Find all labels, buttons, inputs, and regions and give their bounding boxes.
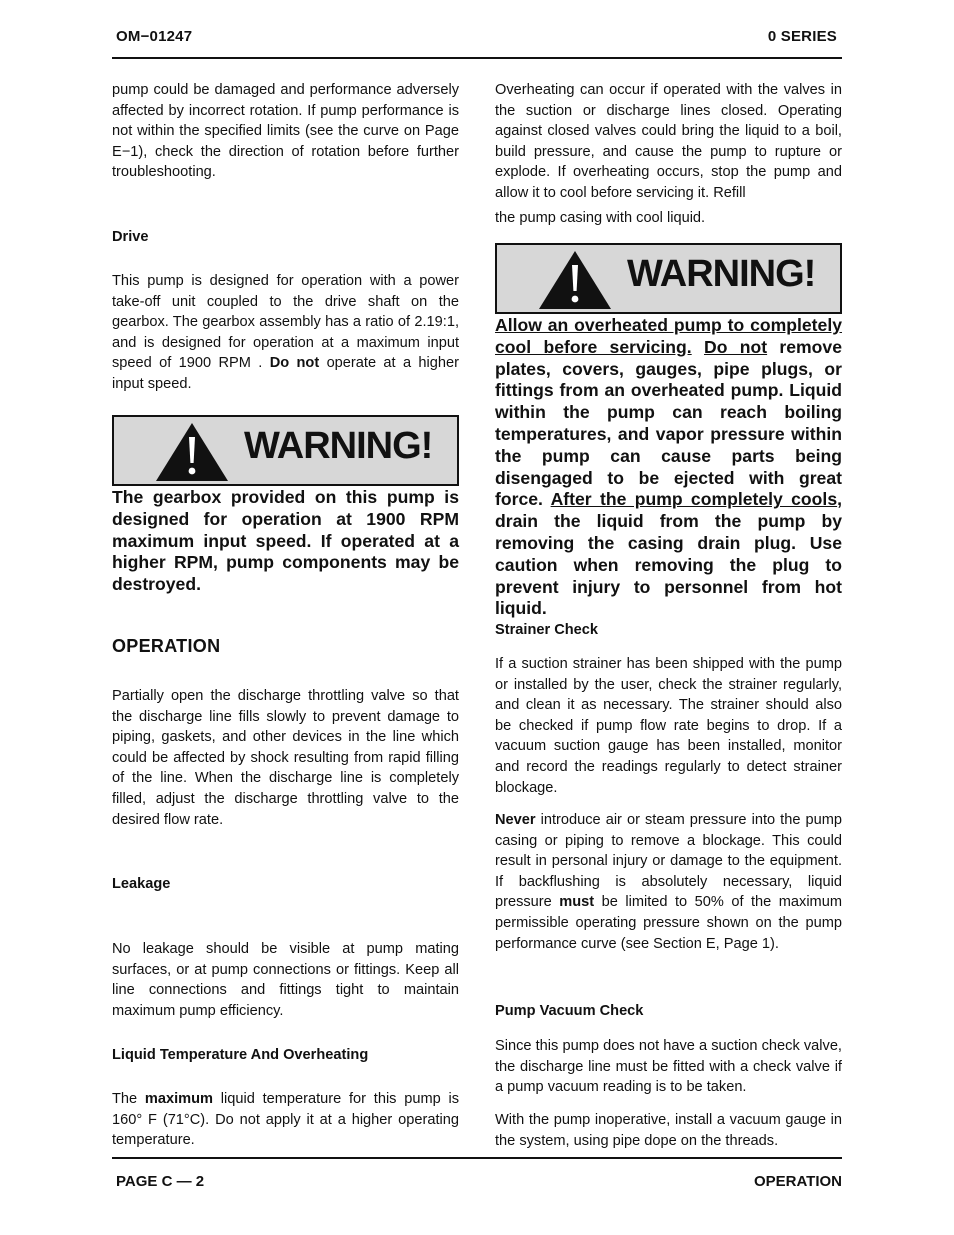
overheating-paragraph: Overheating can occur if operated with the valves in the suction or discharge lines closed. Operating against closed valves could bring the liquid to a boil, build pressure, and cause the pump to rupture or explode. If overheating occurs, stop the pump and allow it to cool before servicing it. Refill — [495, 82, 842, 201]
header-rule — [112, 57, 842, 59]
overheat-warning-text: Allow an overheated pump to completely cool before servicing. Do not remove plates, covers, gauges, pipe plugs, or fittings from an overheated pump. Liquid within the pump can reach boiling temperatures, and vapor pressure within the pump can cause parts being disengaged to be ejected with great force. After the pump completely cools, drain the liquid from the pump by removing the casing drain plug. Use caution when removing the plug to prevent injury to personnel from hot liquid. — [495, 315, 843, 619]
operation-paragraph: Partially open the discharge throttling valve so that the discharge line fills slowly to prevent damage to piping, gaskets, and other devices in the line which could be affected by shock resulting from rapid filling of the line. When the discharge line is completely filled, adjust the discharge throttling valve to the desired flow rate. — [112, 688, 459, 828]
drive-paragraph: This pump is designed for operation with a power take-off unit coupled to the drive shaft on the gearbox. The gearbox assembly has a ratio of 2.19:1, and is designed for operation at a maximum input speed of 1900 RPM . Do not operate at a higher input speed. — [112, 273, 459, 392]
strainer-paragraph: If a suction strainer has been shipped with the pump or installed by the user, check the strainer regularly, and clean it as necessary. The strainer should also be checked if pump flow rate begins to drop. If a vacuum suction gauge has been installed, monitor and record the readings regularly to detect strainer blockage. — [495, 656, 842, 796]
refill-paragraph: the pump casing with cool liquid. — [495, 210, 706, 226]
page-number: PAGE C — 2 — [116, 1173, 205, 1190]
gearbox-warning-banner — [112, 415, 459, 486]
overheat-warning-banner — [495, 243, 842, 314]
vacuum-heading: Pump Vacuum Check — [495, 1003, 644, 1019]
section-label: OPERATION — [753, 1173, 842, 1190]
drive-heading: Drive — [112, 229, 149, 245]
temperature-paragraph: The maximum liquid temperature for this pump is 160° F (71°C). Do not apply it at a higher operating temperature. — [112, 1091, 460, 1149]
warning-label: WARNING! — [627, 253, 816, 295]
series-label: 0 SERIES — [767, 28, 837, 45]
document-number: OM−01247 — [116, 28, 193, 45]
warning-triangle-icon — [154, 421, 230, 483]
gearbox-warning-text: The gearbox provided on this pump is designed for operation at 1900 RPM maximum input speed. If operated at a higher RPM, pump components may be destroyed. — [112, 487, 459, 595]
operation-heading: OPERATION — [112, 636, 221, 656]
vacuum-paragraph-2: With the pump inoperative, install a vacuum gauge in the system, using pipe dope on the threads. — [495, 1112, 842, 1149]
footer-rule — [112, 1157, 842, 1159]
leakage-heading: Leakage — [112, 876, 171, 892]
temperature-heading: Liquid Temperature And Overheating — [112, 1047, 369, 1063]
strainer-heading: Strainer Check — [495, 622, 599, 638]
warning-triangle-icon — [537, 249, 613, 311]
leakage-paragraph: No leakage should be visible at pump mating surfaces, or at pump connections or fittings. Keep all line connections and fittings tight to maintain maximum pump efficiency. — [112, 941, 459, 1019]
vacuum-paragraph-1: Since this pump does not have a suction check valve, the discharge line must be fitted with a check valve if a pump vacuum reading is to be taken. — [495, 1038, 842, 1096]
warning-label: WARNING! — [244, 425, 433, 467]
rotation-paragraph: pump could be damaged and performance adversely affected by incorrect rotation. If pump performance is not within the specified limits (see the curve on Page E−1), check the direction of rotation before further troubleshooting. — [112, 82, 459, 181]
backflush-paragraph: Never introduce air or steam pressure into the pump casing or piping to remove a blockage. This could result in personal injury or damage to the equipment. If backflushing is absolutely necessary, liquid pressure must be limited to 50% of the maximum permissible operating pressure shown on the pump performance curve (see Section E, Page 1). — [495, 812, 842, 952]
